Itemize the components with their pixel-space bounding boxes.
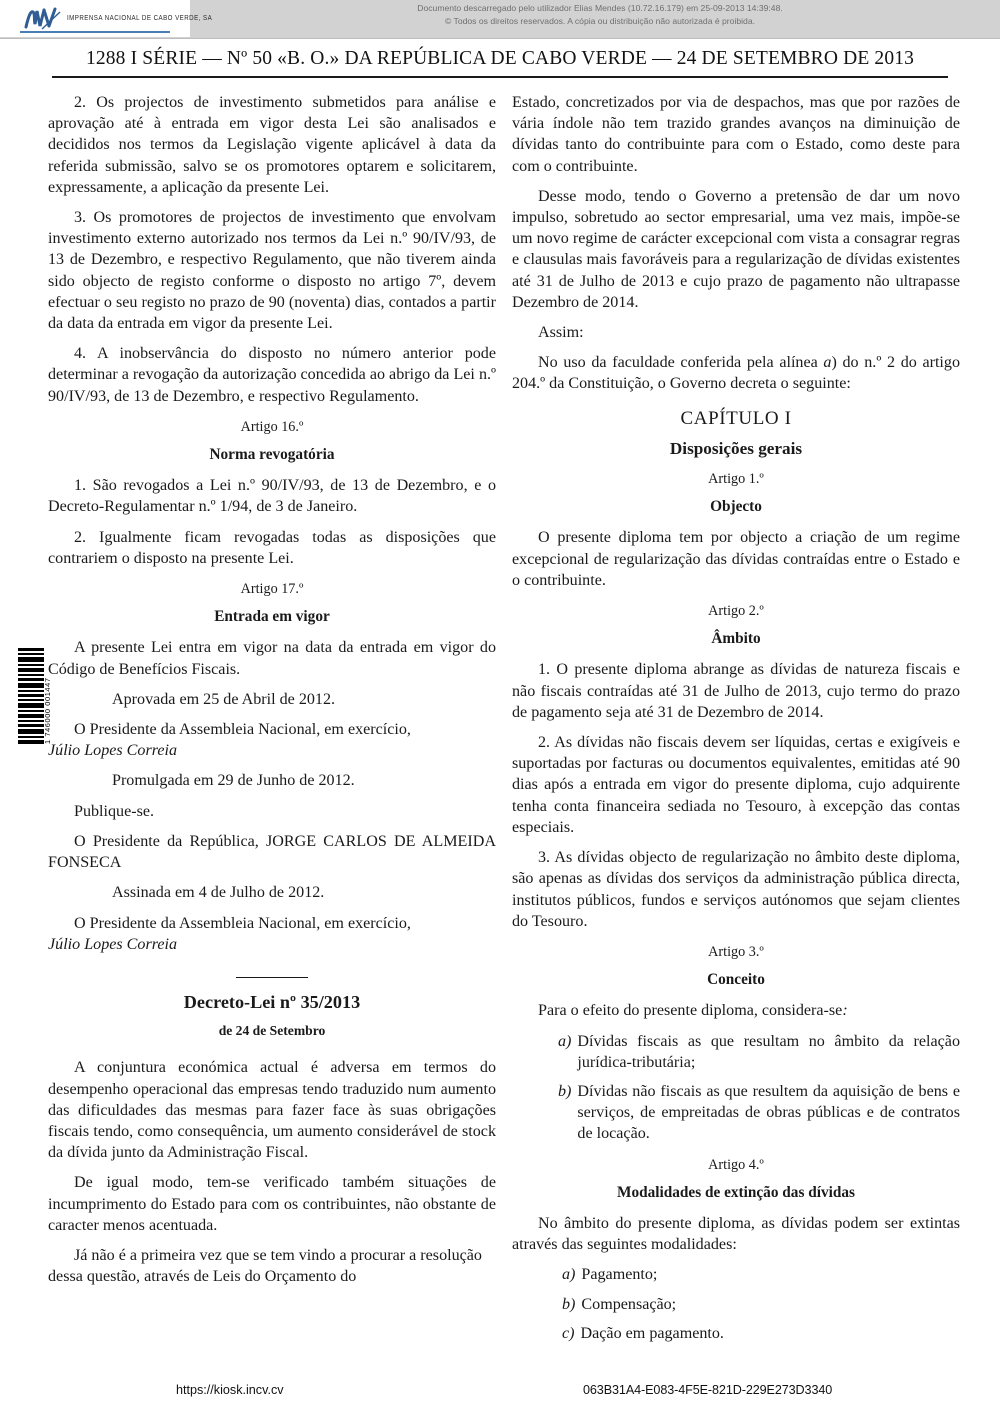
artigo-16-numero-2: 2. Igualmente ficam revogadas todas as disposições que contrariem o disposto na presente Lei. (48, 528, 496, 567)
publisher-logo (0, 0, 213, 37)
artigo-4-lead: No âmbito do presente diploma, as dívidas podem ser extintas através das seguintes modalidades: (512, 1214, 960, 1254)
artigo-17-title: Entrada em vigor (214, 608, 330, 626)
list-item (512, 1031, 960, 1073)
artigo-3-lead-text: Para o efeito do presente diploma, considera-se (538, 1002, 843, 1020)
assinada-line: Assinada em 4 de Julho de 2012. (112, 884, 325, 902)
paragraph-3: 3. Os promotores de projectos de investimento que envolvam investimento externo autorizado nos termos da Lei n.º 90/IV/93, de 13 de Dezembro, e respectivo Regulamento, que não tiverem ainda sido objecto de registo conforme o disposto no artigo 7º, devem efectuar o seu registo no prazo de 90 (noventa) dias, contados a partir da data da entrada em vigor da presente Lei. (48, 209, 496, 333)
artigo-4-label: Artigo 4.º (708, 1156, 764, 1173)
artigo-17-label: Artigo 17.º (240, 581, 304, 598)
faculdade-alinea-letter: a (823, 354, 832, 372)
assim-line: Assim: (538, 324, 584, 342)
list-item-text: Dívidas não fiscais as que resultem da aquisição de bens e serviços, de empreitadas de obras públicas e de contratos de locação. (577, 1082, 960, 1143)
decree-title: Decreto-Lei nº 35/2013 (183, 991, 361, 1012)
artigo-2-numero-3: 3. As dívidas objecto de regularização no âmbito deste diploma, são apenas as dívidas dos serviços da administração pública directa, institutos públicos, fundos e serviços autónomos que sejam clientes do Tesouro. (512, 849, 960, 930)
artigo-16-title: Norma revogatória (209, 446, 335, 464)
artigo-2-numero-1: 1. O presente diploma abrange as dívidas de natureza fiscais e não fiscais contraídas até 31 de Julho de 2013, cujo termo do prazo de pagamento seja até 31 de Dezembro de 2014. (512, 661, 960, 721)
presidente-assembleia-2-text: O Presidente da Assembleia Nacional, em exercício, (74, 914, 411, 932)
list-item (512, 1081, 960, 1145)
artigo-2-title: Âmbito (711, 630, 761, 648)
artigo-3-lead (512, 1000, 960, 1021)
artigo-17-text: A presente Lei entra em vigor na data da entrada em vigor do Código de Benefícios Fiscais. (48, 639, 496, 678)
logo-underline-rule (20, 31, 170, 33)
download-watermark (200, 2, 1000, 28)
paragraph-2: 2. Os projectos de investimento submetidos para análise e aprovação até à entrada em vigor desta Lei são analisados e decididos nos termos da Legislação vigente aplicável à data da referida submissão, salvo se os promotores optarem e solicitarem, expressamente, a aplicação da presente Lei. (48, 94, 496, 196)
list-item-label: a) (558, 1032, 572, 1050)
chapter-heading: CAPÍTULO I (680, 407, 792, 429)
list-item-text: Dívidas fiscais as que resultam no âmbito da relação jurídica-tributária; (577, 1032, 960, 1071)
faculdade-text-post: ) do n.º 2 do artigo 204.º da Constituição, o Governo decreta o seguinte: (512, 354, 960, 393)
artigo-3-label: Artigo 3.º (708, 943, 764, 960)
barcode-bars (18, 648, 44, 744)
incv-logo-icon (22, 6, 62, 32)
preamble-paragraph-3: Já não é a primeira vez que se tem vindo a procurar a resolução dessa questão, através de Leis do Orçamento do (48, 1246, 482, 1286)
section-separator-rule (236, 977, 308, 978)
presidente-republica: O Presidente da República, JORGE CARLOS DE ALMEIDA FONSECA (48, 832, 496, 872)
presidente-assembleia-1 (48, 719, 496, 761)
artigo-2-label: Artigo 2.º (708, 603, 764, 620)
continued-paragraph-1: Estado, concretizados por via de despachos, mas que por razões de vária índole não tem trazido grandes avanços na diminuição de dívidas tanto do contribuinte para com o Estado, como deste para com o contribuinte. (512, 94, 960, 175)
publisher-name: IMPRENSA NACIONAL DE CABO VERDE, SA (67, 14, 213, 23)
list-item (512, 1264, 960, 1285)
continued-paragraph-2: Desse modo, tendo o Governo a pretensão de dar um novo impulso, sobretudo ao sector empresarial, uma vez mais, impõe-se um novo regime de carácter excepcional com vista a consagrar regras e clausulas mais favoráveis para a regularização de dívidas existentes até 31 de Julho de 2013 e cujo prazo de pagamento não ultrapasse Dezembro de 2014. (512, 187, 960, 311)
document-id: 063B31A4-E083-4F5E-821D-229E273D3340 (583, 1383, 833, 1397)
presidente-assembleia-2 (48, 913, 496, 955)
document-header-bar (0, 0, 1000, 39)
paragraph-4: 4. A inobservância do disposto no número anterior pode determinar a revogação da autorização concedida ao abrigo da Lei n.º 90/IV/93, de 13 de Dezembro, e respectivo Regulamento. (48, 345, 496, 405)
aprovada-line: Aprovada em 25 de Abril de 2012. (112, 690, 336, 708)
preamble-paragraph-1: A conjuntura económica actual é adversa em termos do desempenho operacional das empresas tendo traduzido num aumento das dificuldades das mesmas para fazer face às suas obrigações fiscais tendo, como consequência, um aumento considerável de stock da dívida junto da Administração Fiscal. (48, 1059, 496, 1162)
faculdade-paragraph (512, 352, 960, 394)
artigo-1-title: Objecto (710, 498, 762, 516)
list-item-text: Pagamento; (581, 1266, 658, 1284)
artigo-2-numero-2: 2. As dívidas não fiscais devem ser líquidas, certas e exigíveis e suportadas por facturas ou documentos equivalentes, emitidas até 90 dias após a entrada em vigor do presente diploma, cujo adquirente tenha conta financeira sediada no Tesouro, à excepção das contas especiais. (512, 734, 960, 836)
list-item-text: Dação em pagamento. (580, 1324, 724, 1342)
publique-se-line: Publique-se. (74, 802, 155, 820)
decree-date: de 24 de Setembro (218, 1023, 326, 1039)
artigo-3-title: Conceito (707, 971, 765, 989)
left-column (48, 92, 496, 1296)
presidente-assembleia-1-text: O Presidente da Assembleia Nacional, em exercício, (74, 721, 411, 739)
list-item-label: c) (562, 1324, 575, 1342)
list-item-label: b) (562, 1295, 576, 1313)
list-item (512, 1294, 960, 1315)
title-rule (52, 76, 948, 78)
artigo-16-label: Artigo 16.º (240, 418, 304, 435)
watermark-line-2: © Todos os direitos reservados. A cópia ou distribuição não autorizada é proibida. (444, 16, 755, 26)
artigo-1-text: O presente diploma tem por objecto a criação de um regime excepcional de regularização das dívidas contraídas entre o Estado e o contribuinte. (512, 529, 960, 589)
page-title: 1288 I SÉRIE — Nº 50 «B. O.» DA REPÚBLICA DE CABO VERDE — 24 DE SETEMBRO DE 2013 (85, 48, 915, 69)
chapter-subheading: Disposições gerais (669, 438, 803, 458)
kiosk-url[interactable]: https://kiosk.incv.cv (176, 1383, 284, 1397)
promulgada-line: Promulgada em 29 de Junho de 2012. (112, 772, 355, 790)
list-item (512, 1323, 960, 1344)
artigo-1-label: Artigo 1.º (708, 471, 764, 488)
faculdade-text-pre: No uso da faculdade conferida pela alínea (538, 354, 824, 372)
right-column (512, 92, 960, 1352)
preamble-paragraph-2: De igual modo, tem-se verificado também situações de incumprimento do Estado para com os contribuintes, não obstante de caracter menos acentuada. (48, 1174, 496, 1234)
presidente-assembleia-1-name: Júlio Lopes Correia (48, 742, 178, 760)
artigo-3-lead-colon: : (842, 1002, 848, 1020)
list-item-text: Compensação; (581, 1295, 677, 1313)
barcode-number: 1 746000 001447 (43, 677, 52, 744)
watermark-line-1: Documento descarregado pelo utilizador Elias Mendes (10.72.16.179) em 25-09-2013 14:39:48. (417, 3, 783, 13)
list-item-label: b) (558, 1082, 572, 1100)
artigo-4-title: Modalidades de extinção das dívidas (617, 1183, 855, 1201)
presidente-assembleia-2-name: Júlio Lopes Correia (48, 935, 178, 953)
list-item-label: a) (562, 1266, 576, 1284)
artigo-16-numero-1: 1. São revogados a Lei n.º 90/IV/93, de 13 de Dezembro, e o Decreto-Regulamentar n.º 1/94, de 3 de Janeiro. (48, 477, 496, 516)
